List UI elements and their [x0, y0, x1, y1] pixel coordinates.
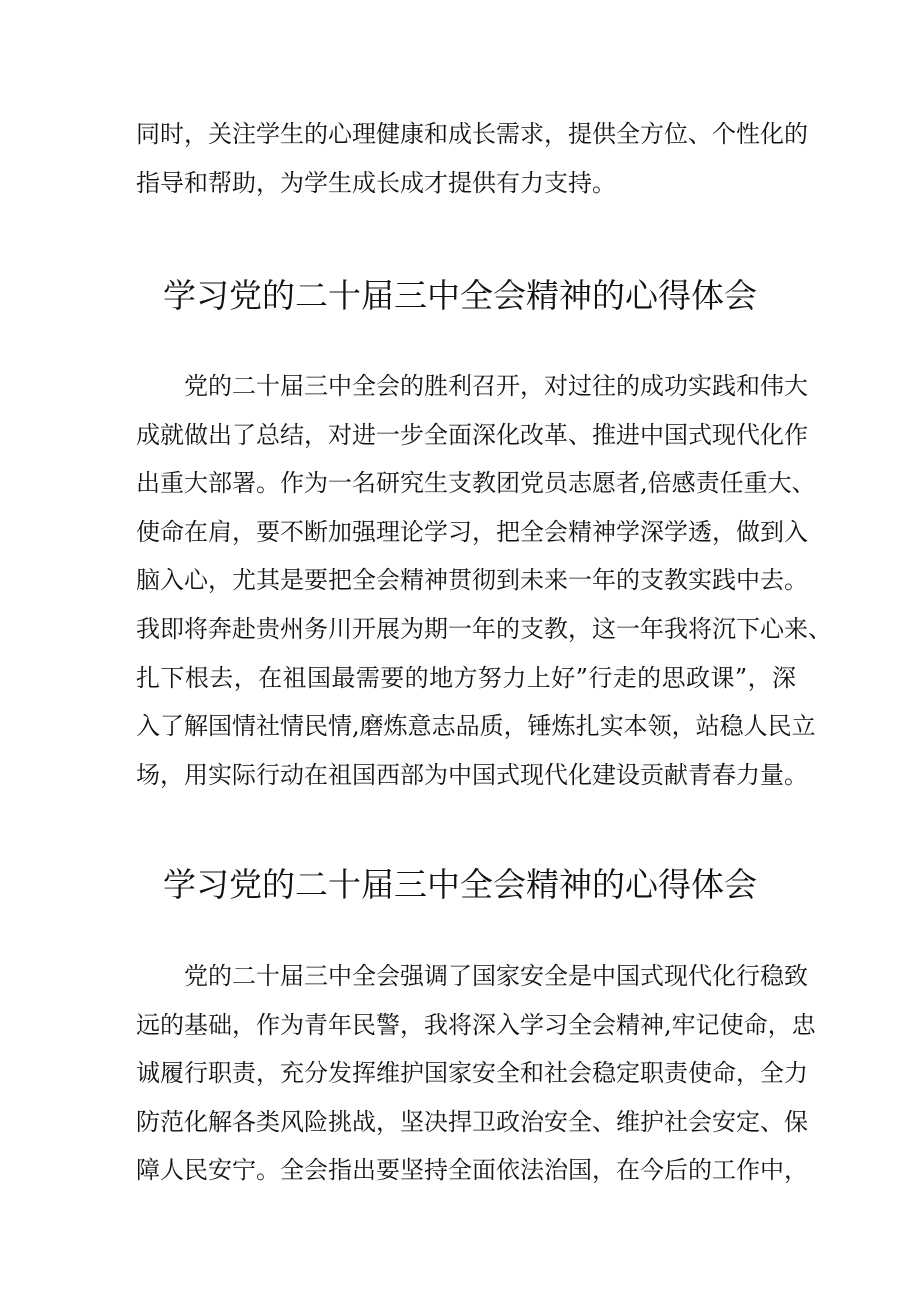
section-2-title: 学习党的二十届三中全会精神的心得体会 — [163, 865, 757, 904]
section-2-paragraph — [136, 952, 816, 1195]
paragraph-line: 我即将奔赴贵州务川开展为期一年的支教，这一年我将沉下心来、 — [136, 614, 832, 643]
paragraph-line: 扎下根去，在祖国最需要的地方努力上好”行走的思政课”，深 — [136, 663, 796, 692]
paragraph-line: 出重大部署。作为一名研究生支教团党员志愿者,倍感责任重大、 — [136, 469, 816, 498]
paragraph-line: 脑入心，尤其是要把全会精神贯彻到未来一年的支教实践中去。 — [136, 566, 808, 595]
paragraph-line: 成就做出了总结，对进一步全面深化改革、推进中国式现代化作 — [136, 420, 808, 449]
paragraph-line: 诚履行职责，充分发挥维护国家安全和社会稳定职责使命，全力 — [136, 1059, 808, 1088]
section-1-title: 学习党的二十届三中全会精神的心得体会 — [163, 276, 757, 315]
paragraph-line: 党的二十届三中全会的胜利召开，对过往的成功实践和伟大 — [184, 372, 808, 400]
paragraph-line: 障人民安宁。全会指出要坚持全面依法治国，在今后的工作中， — [136, 1156, 808, 1185]
paragraph-line: 远的基础，作为青年民警，我将深入学习全会精神,牢记使命，忠 — [136, 1010, 816, 1039]
section-1-paragraph — [136, 362, 832, 799]
paragraph-line: 党的二十届三中全会强调了国家安全是中国式现代化行稳致 — [184, 962, 808, 990]
paragraph-line: 防范化解各类风险挑战，坚决捍卫政治安全、维护社会安定、保 — [136, 1107, 808, 1136]
paragraph-line: 使命在肩，要不断加强理论学习，把全会精神学深学透，做到入 — [136, 517, 808, 546]
paragraph-line: 入了解国情社情民情,磨炼意志品质，锤炼扎实本领，站稳人民立 — [136, 712, 816, 741]
paragraph-line: 指导和帮助，为学生成长成才提供有力支持。 — [136, 168, 616, 197]
paragraph-line: 场，用实际行动在祖国西部为中国式现代化建设贡献青春力量。 — [136, 760, 808, 789]
intro-paragraph — [136, 110, 808, 207]
paragraph-line: 同时，关注学生的心理健康和成长需求，提供全方位、个性化的 — [136, 120, 808, 148]
